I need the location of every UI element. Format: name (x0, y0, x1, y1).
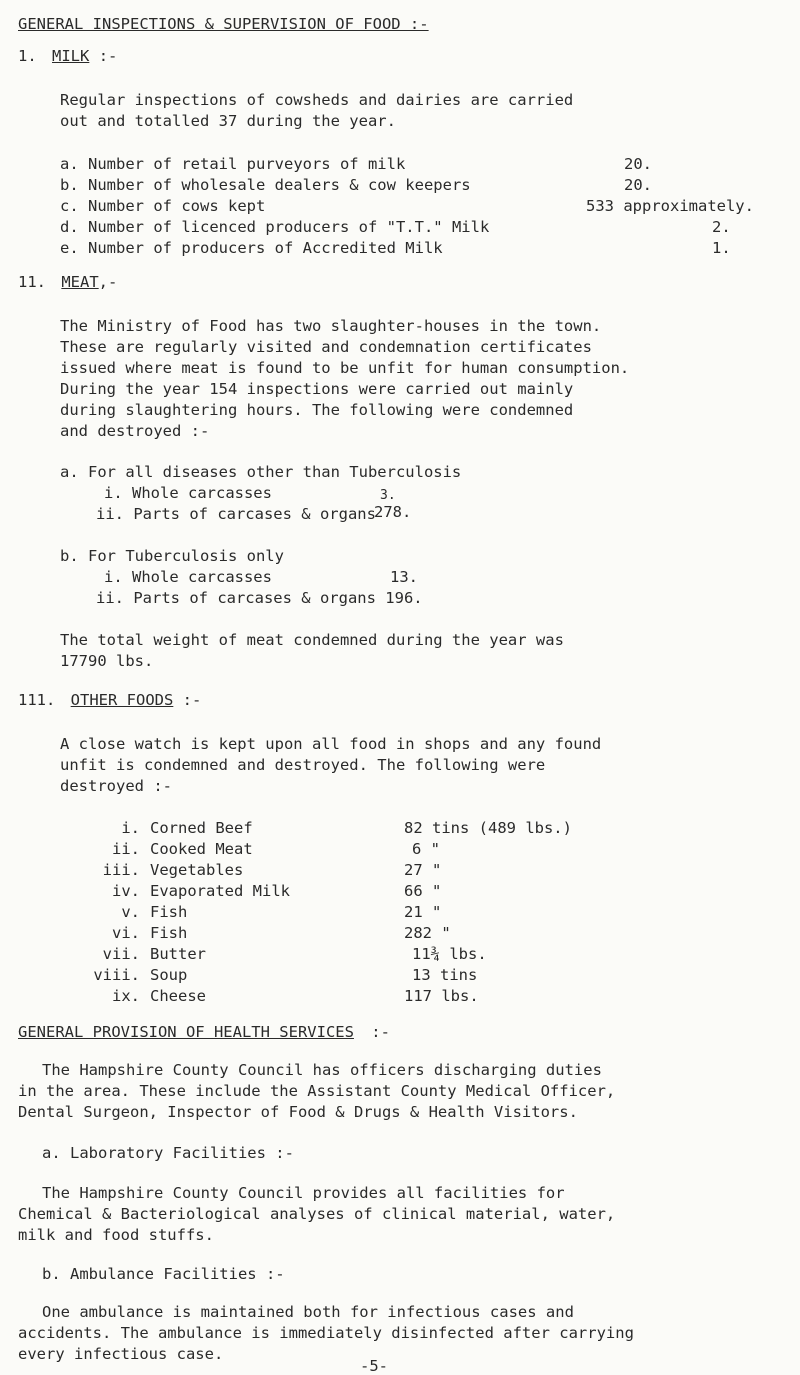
item-value: 533 approximately. (586, 197, 754, 215)
text-line: in the area. These include the Assistant County Medical Officer, (18, 1082, 616, 1100)
text-line: unfit is condemned and destroyed. The following were (60, 756, 546, 774)
list-item (60, 238, 443, 259)
item-value: 1. (712, 239, 731, 257)
item-value: 282 " (404, 924, 451, 942)
section-sep: ,- (98, 273, 118, 291)
item-label: Fish (150, 903, 188, 921)
meat-subitem-b: b. For Tuberculosis only (60, 547, 284, 565)
section-number: 111. (18, 691, 56, 709)
item-key: b. (60, 176, 79, 194)
item-key: iii. (102, 861, 140, 879)
meat-a-value-parts: 278. (374, 503, 412, 521)
item-key: ii. (112, 840, 140, 858)
meat-subitem-a: a. For all diseases other than Tuberculosis (60, 463, 462, 481)
item-label: Number of cows kept (88, 197, 266, 215)
text-line: The Ministry of Food has two slaughter-houses in the town. (60, 317, 602, 335)
item-label: Cheese (150, 987, 206, 1005)
item-key: v. (121, 903, 140, 921)
section-sep: :- (182, 691, 202, 709)
item-label: Corned Beef (150, 819, 253, 837)
item-value: 117 lbs. (404, 987, 479, 1005)
list-item (60, 154, 405, 175)
section-sep: :- (371, 1023, 390, 1041)
meat-a-value-whole: 3. (380, 488, 396, 503)
item-value: 82 tins (489 lbs.) (404, 819, 572, 837)
section-meat-heading (18, 272, 117, 293)
item-label: Number of wholesale dealers & cow keepers (88, 176, 471, 194)
text-line: issued where meat is found to be unfit for human consumption. (60, 359, 630, 377)
text-line: during slaughtering hours. The following were condemned (60, 401, 574, 419)
item-label: Soup (150, 966, 188, 984)
list-item (60, 175, 471, 196)
page-number: -5- (360, 1357, 388, 1375)
item-label: Evaporated Milk (150, 882, 290, 900)
text-line: accidents. The ambulance is immediately disinfected after carrying (18, 1324, 634, 1342)
item-value: 27 " (404, 861, 442, 879)
item-label: Number of producers of Accredited Milk (88, 239, 443, 257)
item-value: 20. (624, 176, 652, 194)
section-number: 11. (18, 273, 46, 291)
meat-total-line-1: The total weight of meat condemned during the year was (60, 631, 564, 649)
section-title: GENERAL PROVISION OF HEALTH SERVICES (18, 1023, 354, 1041)
section-sep: :- (98, 47, 118, 65)
item-label: Vegetables (150, 861, 244, 879)
item-key: i. (121, 819, 140, 837)
main-heading (18, 14, 429, 35)
section-number: 1. (18, 47, 37, 65)
section-title: OTHER FOODS (70, 691, 174, 709)
meat-subitem-b-i: i. Whole carcasses (104, 568, 272, 586)
text-line: A close watch is kept upon all food in shops and any found (60, 735, 602, 753)
meat-subitem-a-i: i. Whole carcasses (104, 484, 272, 502)
text-line: milk and food stuffs. (18, 1226, 214, 1244)
milk-intro-line-2: out and totalled 37 during the year. (60, 112, 396, 130)
section-other-foods-heading (18, 690, 201, 711)
text-line: During the year 154 inspections were carried out mainly (60, 380, 574, 398)
text-line: The Hampshire County Council has officers discharging duties (42, 1061, 602, 1079)
milk-intro-line-1: Regular inspections of cowsheds and dairies are carried (60, 91, 574, 109)
item-key: e. (60, 239, 79, 257)
main-heading-text: GENERAL INSPECTIONS & SUPERVISION OF FOOD :- (18, 15, 429, 33)
text-line: One ambulance is maintained both for infectious cases and (42, 1303, 574, 1321)
text-line: The Hampshire County Council provides all facilities for (42, 1184, 565, 1202)
item-value: 6 " (412, 840, 440, 858)
item-value: 66 " (404, 882, 442, 900)
item-label: Butter (150, 945, 206, 963)
meat-subitem-b-ii: ii. Parts of carcases & organs 196. (96, 589, 423, 607)
item-label: Number of retail purveyors of milk (88, 155, 406, 173)
item-key: vii. (102, 945, 140, 963)
text-line: every infectious case. (18, 1345, 224, 1363)
item-label: Cooked Meat (150, 840, 253, 858)
item-key: d. (60, 218, 79, 236)
text-line: Dental Surgeon, Inspector of Food & Drugs & Health Visitors. (18, 1103, 578, 1121)
item-value: 20. (624, 155, 652, 173)
item-label: Number of licenced producers of "T.T." Milk (88, 218, 490, 236)
text-line: destroyed :- (60, 777, 172, 795)
item-value: 11¾ lbs. (412, 945, 487, 963)
item-value: 21 " (404, 903, 442, 921)
text-line: and destroyed :- (60, 422, 210, 440)
meat-subitem-a-ii: ii. Parts of carcases & organs (96, 505, 376, 523)
item-key: viii. (93, 966, 140, 984)
meat-total-line-2: 17790 lbs. (60, 652, 154, 670)
health-services-heading (18, 1022, 390, 1043)
section-milk-heading (18, 46, 117, 67)
text-line: Chemical & Bacteriological analyses of clinical material, water, (18, 1205, 616, 1223)
list-item (60, 196, 265, 217)
item-value: 13 tins (412, 966, 478, 984)
item-key: c. (60, 197, 79, 215)
item-key: a. (60, 155, 79, 173)
laboratory-facilities-heading: a. Laboratory Facilities :- (42, 1144, 294, 1162)
item-key: iv. (112, 882, 140, 900)
item-value: 2. (712, 218, 731, 236)
item-key: vi. (112, 924, 140, 942)
list-item (60, 217, 489, 238)
item-label: Fish (150, 924, 188, 942)
text-line: These are regularly visited and condemnation certificates (60, 338, 592, 356)
section-title: MEAT (61, 273, 99, 291)
meat-b-value-whole: 13. (390, 568, 418, 586)
item-key: ix. (112, 987, 140, 1005)
ambulance-facilities-heading: b. Ambulance Facilities :- (42, 1265, 285, 1283)
section-title: MILK (52, 47, 90, 65)
